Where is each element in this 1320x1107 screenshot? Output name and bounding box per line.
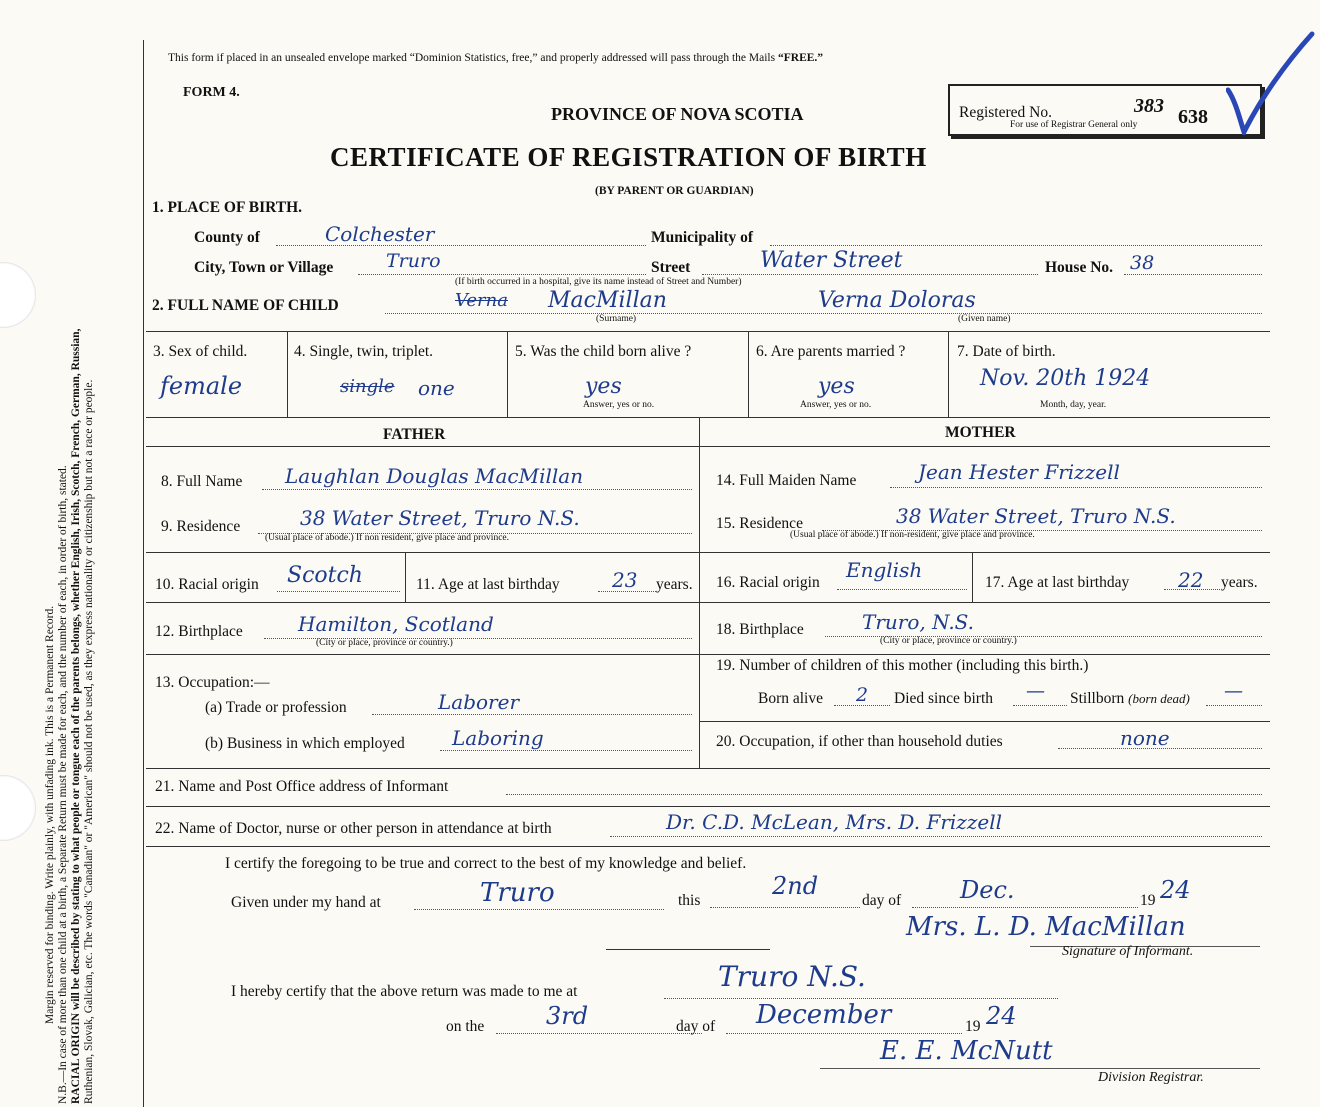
father-occupation-label: 13. Occupation:—	[155, 674, 270, 691]
married-note: Answer, yes or no.	[800, 400, 872, 410]
single-value[interactable]: one	[418, 376, 455, 400]
child-name-struck: Verna	[455, 290, 508, 311]
father-race-label: 10. Racial origin	[155, 576, 259, 593]
registrar-place[interactable]: Truro N.S.	[718, 960, 866, 993]
given-note: (Given name)	[958, 314, 1011, 324]
father-years: years.	[656, 576, 693, 593]
margin-line-3: RACIAL ORIGIN will be described by stating to what people or tongue each of the parents belongs, whether English, Irish, Scotch, French, German, Russian,	[70, 328, 82, 1104]
street-value[interactable]: Water Street	[760, 248, 903, 273]
postal-notice: This form if placed in an unsealed envelope marked “Dominion Statistics, free,” and properly addressed will pass through the Mails “FREE.”	[168, 52, 824, 64]
died-value[interactable]: —	[1026, 680, 1045, 702]
hospital-note: (If birth occurred in a hospital, give its name instead of Street and Number)	[455, 277, 742, 287]
father-race-value[interactable]: Scotch	[287, 563, 363, 588]
margin-line-2: N.B.—In case of more than one child at a birth, a Separate Return must be made for each, and the number of each, in order of birth, stated.	[57, 465, 69, 1104]
mother-birthplace-label: 18. Birthplace	[716, 621, 804, 638]
father-name-label: 8. Full Name	[161, 473, 243, 490]
father-residence-value[interactable]: 38 Water Street, Truro N.S.	[300, 506, 580, 530]
mother-race-value[interactable]: English	[846, 558, 923, 582]
certificate-subtitle: (BY PARENT OR GUARDIAN)	[595, 185, 754, 197]
born-alive-value[interactable]: 2	[856, 684, 869, 706]
mother-name-label: 14. Full Maiden Name	[716, 472, 857, 489]
margin-line-1: Margin reserved for binding. Write plainly, with unfading ink. This is a Permanent Record.	[44, 605, 56, 1024]
given-dayof-label: day of	[862, 892, 902, 909]
mother-heading: MOTHER	[945, 424, 1016, 441]
street-label: Street	[651, 259, 691, 276]
father-heading: FATHER	[383, 426, 446, 443]
father-age-label: 11. Age at last birthday	[416, 576, 560, 593]
stillborn-value[interactable]: —	[1224, 680, 1243, 702]
certificate-title: CERTIFICATE OF REGISTRATION OF BIRTH	[330, 142, 927, 172]
doctor-label: 22. Name of Doctor, nurse or other person in attendance at birth	[155, 820, 552, 837]
registrar-label: Division Registrar.	[1098, 1070, 1204, 1085]
mother-occupation-value[interactable]: none	[1120, 726, 1170, 750]
registered-number-stamp-2: 638	[1178, 106, 1208, 128]
business-value[interactable]: Laboring	[452, 726, 544, 750]
mother-name-value[interactable]: Jean Hester Frizzell	[918, 460, 1120, 484]
mother-race-label: 16. Racial origin	[716, 574, 820, 591]
mother-residence-note: (Usual place of abode.) If non-resident, give place and province.	[790, 530, 1035, 540]
born-alive-label: Born alive	[758, 690, 823, 707]
alive-value[interactable]: yes	[585, 374, 622, 399]
city-label: City, Town or Village	[194, 259, 334, 276]
given-month[interactable]: Dec.	[960, 876, 1015, 904]
certify-statement: I certify the foregoing to be true and correct to the best of my knowledge and belief.	[225, 855, 747, 872]
dob-note: Month, day, year.	[1040, 400, 1107, 410]
province-heading: PROVINCE OF NOVA SCOTIA	[551, 104, 804, 124]
margin-instructions	[0, 0, 140, 1107]
alive-label: 5. Was the child born alive ?	[515, 343, 692, 360]
father-residence-label: 9. Residence	[161, 518, 241, 535]
father-birthplace-label: 12. Birthplace	[155, 623, 243, 640]
signature-label: Signature of Informant.	[1062, 944, 1194, 959]
registrar-statement: I hereby certify that the above return was made to me at	[231, 983, 578, 1000]
dob-label: 7. Date of birth.	[957, 343, 1056, 360]
given-label: Given under my hand at	[231, 894, 381, 911]
mother-age-value[interactable]: 22	[1178, 568, 1204, 592]
child-name-label: 2. FULL NAME OF CHILD	[152, 297, 339, 314]
municipality-label: Municipality of	[651, 229, 754, 246]
form-left-border	[143, 40, 144, 1107]
given-place[interactable]: Truro	[480, 878, 555, 908]
registrar-day[interactable]: 3rd	[546, 1002, 589, 1030]
married-label: 6. Are parents married ?	[756, 343, 906, 360]
mother-years: years.	[1221, 574, 1258, 591]
child-given-name[interactable]: Verna Doloras	[818, 288, 976, 313]
house-value[interactable]: 38	[1130, 252, 1155, 274]
father-birthplace-note: (City or place, province or country.)	[316, 638, 453, 648]
this-label: this	[678, 892, 701, 909]
single-struck: single	[340, 376, 395, 397]
registrar-signature[interactable]: E. E. McNutt	[880, 1036, 1053, 1066]
margin-line-4: Ruthenian, Slovak, Galician, etc. The words "Canadian" or "American" should not be used, as they express nationality or citizenship but not a race or people.	[83, 379, 95, 1104]
informant-signature[interactable]: Mrs. L. D. MacMillan	[906, 912, 1186, 942]
trade-label: (a) Trade or profession	[205, 699, 347, 716]
county-value[interactable]: Colchester	[325, 222, 435, 246]
mother-residence-value[interactable]: 38 Water Street, Truro N.S.	[896, 504, 1176, 528]
father-age-value[interactable]: 23	[612, 568, 638, 592]
mother-birthplace-value[interactable]: Truro, N.S.	[862, 610, 975, 634]
sex-value[interactable]: female	[160, 372, 243, 400]
father-name-value[interactable]: Laughlan Douglas MacMillan	[285, 464, 584, 488]
check-mark-icon	[1226, 30, 1316, 135]
registrar-on-label: on the	[446, 1018, 485, 1035]
given-year[interactable]: 24	[1160, 876, 1191, 904]
died-label: Died since birth	[894, 690, 994, 707]
registrar-month[interactable]: December	[756, 1000, 892, 1030]
child-surname[interactable]: MacMillan	[548, 288, 667, 313]
mother-birthplace-note: (City or place, province or country.)	[880, 636, 1017, 646]
married-value[interactable]: yes	[818, 374, 855, 399]
given-day[interactable]: 2nd	[772, 872, 819, 900]
trade-value[interactable]: Laborer	[438, 690, 520, 714]
mother-age-label: 17. Age at last birthday	[985, 574, 1130, 591]
registered-label: Registered No.	[959, 104, 1052, 121]
registered-note: For use of Registrar General only	[1010, 120, 1138, 130]
mother-occupation-label: 20. Occupation, if other than household duties	[716, 733, 1003, 750]
form-number: FORM 4.	[183, 85, 240, 100]
registrar-dayof-label: day of	[676, 1018, 716, 1035]
business-label: (b) Business in which employed	[205, 735, 405, 752]
registrar-year-prefix: 19	[965, 1018, 981, 1035]
father-birthplace-value[interactable]: Hamilton, Scotland	[298, 612, 494, 636]
registrar-year[interactable]: 24	[986, 1002, 1017, 1030]
doctor-value[interactable]: Dr. C.D. McLean, Mrs. D. Frizzell	[666, 810, 1003, 834]
house-label: House No.	[1045, 259, 1114, 276]
single-label: 4. Single, twin, triplet.	[294, 343, 434, 360]
informant-label: 21. Name and Post Office address of Informant	[155, 778, 449, 795]
father-residence-note: (Usual place of abode.) If non resident, give place and province.	[265, 533, 509, 543]
registered-number-stamp: 383	[1134, 95, 1164, 117]
given-year-prefix: 19	[1140, 892, 1156, 909]
alive-note: Answer, yes or no.	[583, 400, 655, 410]
children-label: 19. Number of children of this mother (including this birth.)	[716, 657, 1089, 674]
mother-residence-label: 15. Residence	[716, 515, 803, 532]
registered-box	[948, 84, 1262, 136]
place-heading: 1. PLACE OF BIRTH.	[152, 199, 303, 216]
stillborn-label: Stillborn (born dead)	[1070, 690, 1190, 707]
city-value[interactable]: Truro	[386, 250, 441, 272]
surname-note: (Surname)	[596, 314, 637, 324]
sex-label: 3. Sex of child.	[153, 343, 248, 360]
dob-value[interactable]: Nov. 20th 1924	[980, 366, 1151, 391]
county-label: County of	[194, 229, 260, 246]
